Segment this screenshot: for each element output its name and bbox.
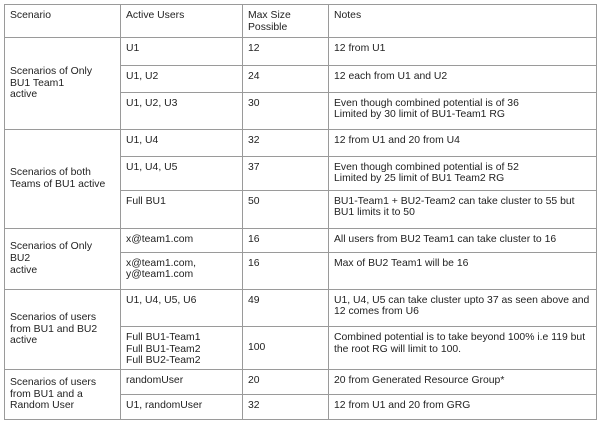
header-active-users: Active Users bbox=[121, 5, 243, 38]
scenario-table bbox=[4, 4, 597, 420]
notes-cell: All users from BU2 Team1 can take cluster to 16 bbox=[329, 228, 597, 252]
notes-cell: 20 from Generated Resource Group* bbox=[329, 370, 597, 395]
scenario-cell: Scenarios of Only BU2 active bbox=[5, 228, 121, 289]
table-row bbox=[5, 38, 597, 66]
notes-cell: Combined potential is to take beyond 100% i.e 119 but the root RG will limit to 100. bbox=[329, 326, 597, 369]
active-users-cell: x@team1.com bbox=[121, 228, 243, 252]
max-size-cell: 32 bbox=[243, 129, 329, 156]
max-size-cell: 20 bbox=[243, 370, 329, 395]
notes-cell: 12 from U1 bbox=[329, 38, 597, 66]
header-scenario: Scenario bbox=[5, 5, 121, 38]
notes-cell: Even though combined potential is of 36 Limited by 30 limit of BU1-Team1 RG bbox=[329, 92, 597, 129]
header-row bbox=[5, 5, 597, 38]
max-size-cell: 100 bbox=[243, 326, 329, 369]
notes-cell: Even though combined potential is of 52 Limited by 25 limit of BU1 Team2 RG bbox=[329, 156, 597, 190]
active-users-cell: U1, U4, U5 bbox=[121, 156, 243, 190]
max-size-cell: 16 bbox=[243, 252, 329, 289]
header-max-size: Max Size Possible bbox=[243, 5, 329, 38]
scenario-cell: Scenarios of users from BU1 and BU2 active bbox=[5, 289, 121, 370]
notes-cell: 12 from U1 and 20 from GRG bbox=[329, 395, 597, 420]
scenario-cell: Scenarios of users from BU1 and a Random User bbox=[5, 370, 121, 420]
max-size-cell: 24 bbox=[243, 65, 329, 92]
active-users-cell: U1, U2 bbox=[121, 65, 243, 92]
table-row bbox=[5, 289, 597, 326]
active-users-cell: randomUser bbox=[121, 370, 243, 395]
header-notes: Notes bbox=[329, 5, 597, 38]
table-row bbox=[5, 129, 597, 156]
notes-cell: BU1-Team1 + BU2-Team2 can take cluster to 55 but BU1 limits it to 50 bbox=[329, 190, 597, 228]
notes-cell: 12 each from U1 and U2 bbox=[329, 65, 597, 92]
active-users-cell: U1, U2, U3 bbox=[121, 92, 243, 129]
max-size-cell: 12 bbox=[243, 38, 329, 66]
active-users-cell: Full BU1-Team1 Full BU1-Team2 Full BU2-Team2 bbox=[121, 326, 243, 369]
active-users-cell: U1, randomUser bbox=[121, 395, 243, 420]
notes-cell: U1, U4, U5 can take cluster upto 37 as seen above and 12 comes from U6 bbox=[329, 289, 597, 326]
scenario-cell: Scenarios of both Teams of BU1 active bbox=[5, 129, 121, 228]
table-row bbox=[5, 370, 597, 395]
max-size-cell: 30 bbox=[243, 92, 329, 129]
max-size-cell: 32 bbox=[243, 395, 329, 420]
active-users-cell: U1, U4, U5, U6 bbox=[121, 289, 243, 326]
active-users-cell: U1 bbox=[121, 38, 243, 66]
scenario-cell: Scenarios of Only BU1 Team1 active bbox=[5, 38, 121, 130]
notes-cell: Max of BU2 Team1 will be 16 bbox=[329, 252, 597, 289]
max-size-cell: 49 bbox=[243, 289, 329, 326]
max-size-cell: 50 bbox=[243, 190, 329, 228]
max-size-cell: 37 bbox=[243, 156, 329, 190]
table-row bbox=[5, 228, 597, 252]
max-size-cell: 16 bbox=[243, 228, 329, 252]
notes-cell: 12 from U1 and 20 from U4 bbox=[329, 129, 597, 156]
active-users-cell: U1, U4 bbox=[121, 129, 243, 156]
active-users-cell: Full BU1 bbox=[121, 190, 243, 228]
active-users-cell: x@team1.com, y@team1.com bbox=[121, 252, 243, 289]
